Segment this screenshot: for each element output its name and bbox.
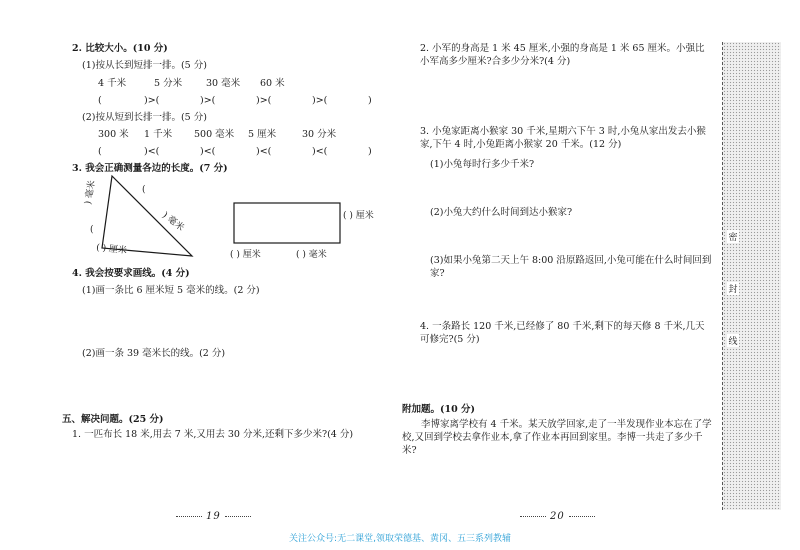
seal-char-mi: 密 (727, 230, 739, 243)
page-number-right: 20 (516, 511, 599, 522)
triangle-shape (102, 176, 192, 256)
bonus-title: 附加题。(10 分) (402, 404, 476, 415)
rectangle-shape (234, 203, 340, 243)
q2-part2-prompt: (2)按从短到长排一排。(5 分) (82, 112, 207, 123)
answer-blank[interactable]: ) (368, 146, 372, 157)
right-q4: 4. 一条路长 120 千米,已经修了 80 千米,剩下的每天修 8 千米,几天可修完?(5 分) (420, 321, 705, 345)
q2-part1-prompt: (1)按从长到短排一排。(5 分) (82, 60, 207, 71)
answer-blank[interactable]: ( (98, 95, 102, 106)
answer-blank[interactable]: )>( (256, 95, 272, 106)
section5-title: 五、解决问题。(25 分) (62, 414, 164, 425)
answer-blank[interactable]: ( (98, 146, 102, 157)
item: 500 毫米 (194, 129, 235, 140)
answer-blank[interactable]: )>( (312, 95, 328, 106)
q2-part2-items (98, 128, 358, 141)
triangle-left-bracket: ( (90, 225, 94, 235)
item: 5 厘米 (248, 129, 277, 140)
seal-line-strip (722, 42, 781, 510)
q4-title: 4. 我会按要求画线。(4 分) (72, 268, 190, 279)
item: 60 米 (260, 78, 285, 89)
answer-blank[interactable]: )>( (144, 95, 160, 106)
bonus-text: 李博家离学校有 4 千米。某天放学回家,走了一半发现作业本忘在了学校,又回到学校去拿作业本,拿了作业本再回到家里。李博一共走了多少千米? (402, 419, 712, 456)
q3-title: 3. 我会正确测量各边的长度。(7 分) (72, 163, 228, 174)
answer-blank[interactable]: )<( (200, 146, 216, 157)
q2-part1-answer-row (98, 94, 378, 107)
q4-part1: (1)画一条比 6 厘米短 5 毫米的线。(2 分) (82, 285, 260, 296)
triangle-bottom-label: ( ) 厘米 (95, 243, 128, 257)
q2-title: 2. 比较大小。(10 分) (72, 43, 168, 54)
seal-char-xian: 线 (727, 334, 739, 347)
answer-blank[interactable]: )<( (144, 146, 160, 157)
section5-q1: 1. 一匹布长 18 米,用去 7 米,又用去 30 分米,还剩下多少米?(4 分) (72, 429, 354, 440)
answer-blank[interactable]: ) (368, 95, 372, 106)
right-q3-part3: (3)如果小兔第二天上午 8:00 沿原路返回,小兔可能在什么时间回到家? (430, 255, 712, 279)
q3-figures (80, 172, 380, 262)
item: 30 分米 (302, 129, 337, 140)
item: 30 毫米 (206, 78, 241, 89)
footer-banner: 关注公众号:无二课堂,领取荣德基、黄冈、五三系列教辅 (289, 534, 511, 544)
rect-bottom-label-cm: ( ) 厘米 (230, 250, 261, 260)
seal-char-feng: 封 (727, 282, 739, 295)
right-q3-part2: (2)小兔大约什么时间到达小猴家? (430, 207, 573, 218)
q2-part1-items (98, 77, 310, 90)
item: 300 米 (98, 129, 129, 140)
page-number-left: 19 (172, 511, 255, 522)
item: 4 千米 (98, 78, 127, 89)
q2-part2-answer-row (98, 145, 378, 158)
right-q2: 2. 小军的身高是 1 米 45 厘米,小强的身高是 1 米 65 厘米。小强比小军高多少厘米?合多少分米?(4 分) (420, 43, 705, 67)
rect-bottom-label-mm: ( ) 毫米 (296, 250, 327, 260)
triangle-right-bracket: ( (142, 185, 146, 195)
answer-blank[interactable]: )<( (312, 146, 328, 157)
right-q3-part1: (1)小兔每时行多少千米? (430, 159, 535, 170)
triangle-right-label: ) 毫米 (160, 210, 186, 234)
answer-blank[interactable]: )>( (200, 95, 216, 106)
q4-part2: (2)画一条 39 毫米长的线。(2 分) (82, 348, 226, 359)
item: 5 分米 (154, 78, 183, 89)
triangle-left-label: ) 毫米 (83, 179, 98, 206)
rect-right-label: ( ) 厘米 (343, 211, 374, 221)
item: 1 千米 (144, 129, 173, 140)
right-q3-title: 3. 小兔家距离小猴家 30 千米,星期六下午 3 时,小兔从家出发去小猴家,下午 4 时,小兔距离小猴家 20 千米。(12 分) (420, 126, 706, 150)
answer-blank[interactable]: )<( (256, 146, 272, 157)
